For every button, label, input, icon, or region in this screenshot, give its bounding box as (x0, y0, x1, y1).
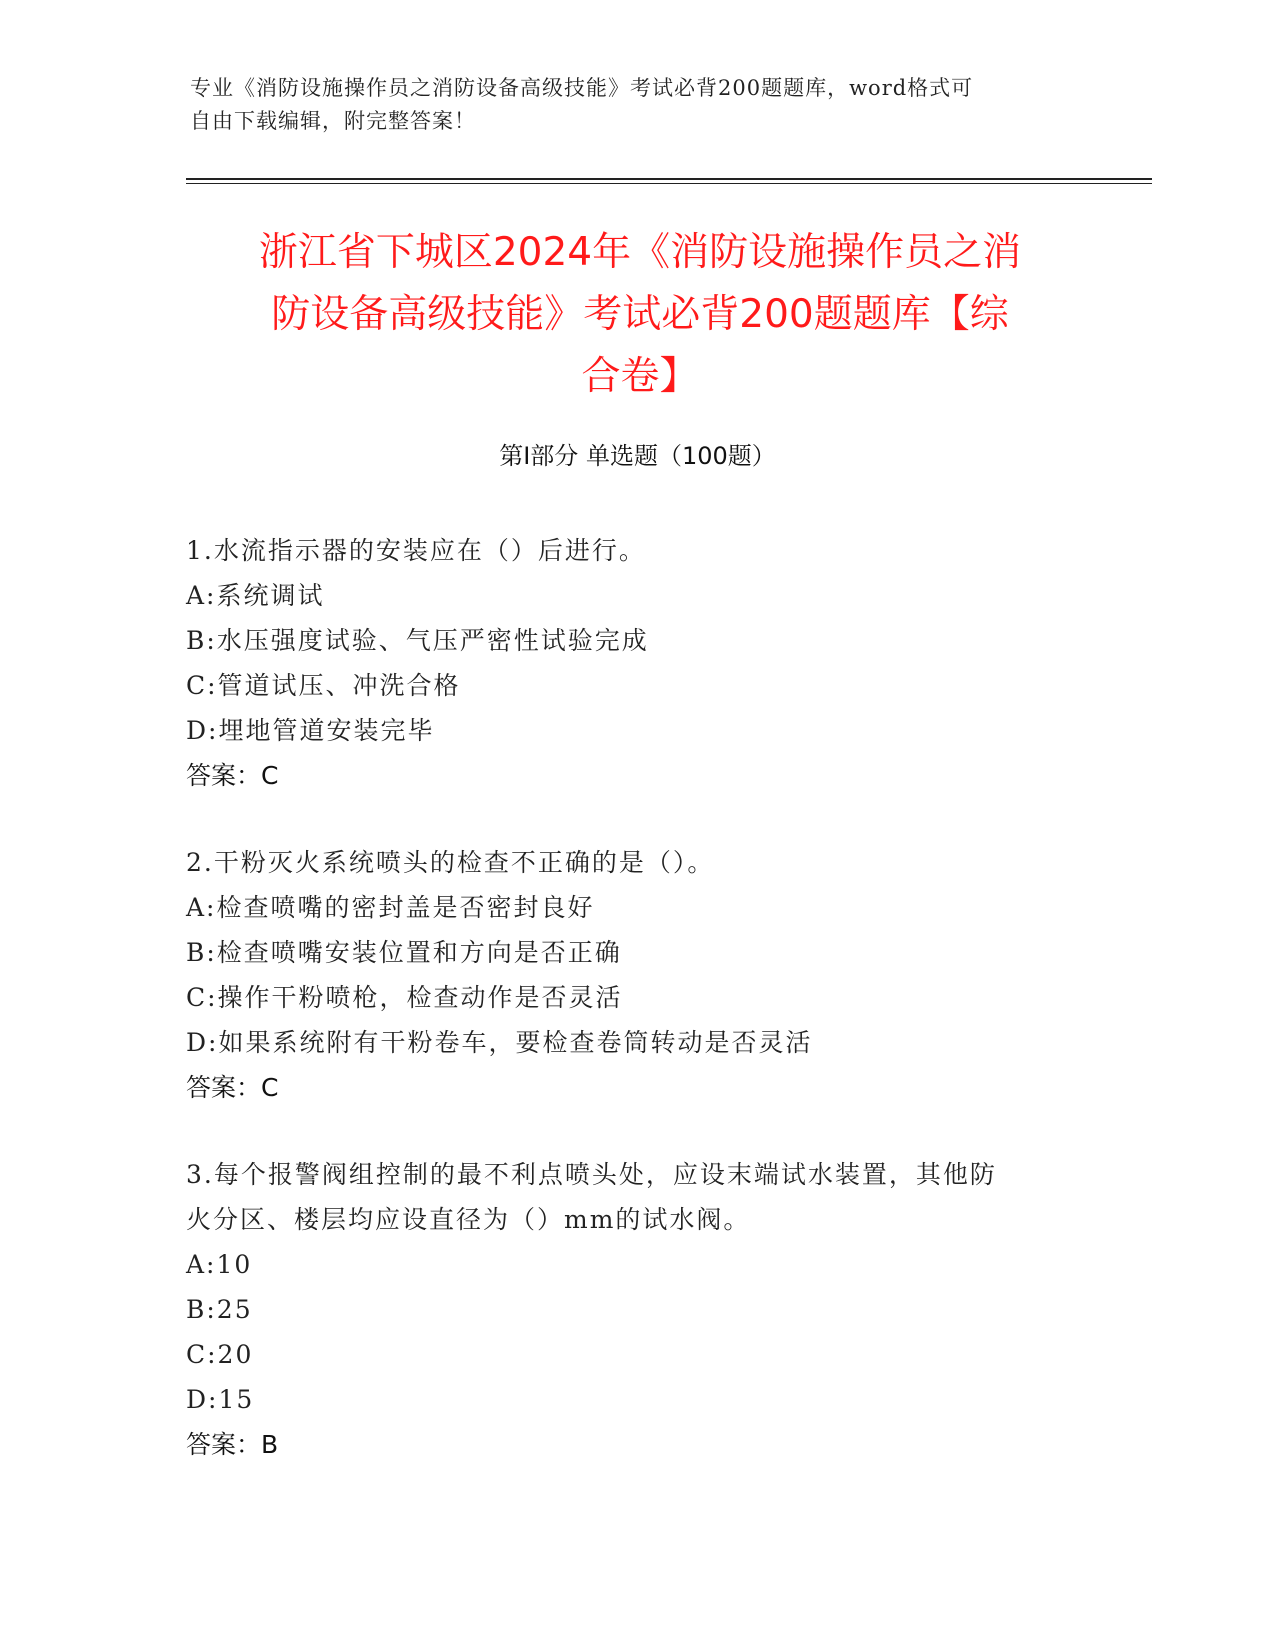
question-stem-line-2: 火分区、楼层均应设直径为（）mm的试水阀。 (186, 1205, 751, 1234)
option-b: B:水压强度试验、气压严密性试验完成 (186, 626, 649, 655)
option-d: D:埋地管道安装完毕 (186, 716, 435, 745)
option-b: B:检查喷嘴安装位置和方向是否正确 (186, 938, 622, 967)
question-3 (186, 1152, 1086, 1467)
question-2 (186, 840, 1086, 1110)
option-c: C:20 (186, 1340, 254, 1369)
question-1 (186, 528, 1086, 798)
header-divider-thick (186, 178, 1152, 180)
answer: 答案：C (186, 761, 279, 790)
title-line-1: 浙江省下城区2024年《消防设施操作员之消 (258, 230, 1022, 275)
option-a: A:检查喷嘴的密封盖是否密封良好 (186, 893, 595, 922)
header-divider-thin (186, 183, 1152, 184)
answer: 答案：C (186, 1073, 279, 1102)
option-a: A:10 (186, 1250, 253, 1279)
intro-line-2: 自由下载编辑，附完整答案！ (190, 109, 476, 133)
question-list (186, 528, 1086, 1509)
option-b: B:25 (186, 1295, 253, 1324)
intro-line-1: 专业《消防设施操作员之消防设备高级技能》考试必背200题题库，word格式可 (190, 76, 974, 100)
option-d: D:15 (186, 1385, 255, 1414)
option-c: C:操作干粉喷枪，检查动作是否灵活 (186, 983, 623, 1012)
option-d: D:如果系统附有干粉卷车，要检查卷筒转动是否灵活 (186, 1028, 813, 1057)
option-a: A:系统调试 (186, 581, 325, 610)
section-heading: 第I部分 单选题（100题） (499, 442, 776, 470)
question-stem: 2.干粉灭火系统喷头的检查不正确的是（）。 (186, 848, 715, 877)
answer: 答案：B (186, 1430, 279, 1459)
title-line-2: 防设备高级技能》考试必背200题题库【综 (271, 292, 1009, 337)
option-c: C:管道试压、冲洗合格 (186, 671, 461, 700)
question-stem-line-1: 3.每个报警阀组控制的最不利点喷头处，应设末端试水装置，其他防 (186, 1160, 997, 1189)
intro-text (190, 72, 1070, 138)
document-title (180, 222, 1100, 408)
question-stem: 1.水流指示器的安装应在（）后进行。 (186, 536, 646, 565)
title-line-3: 合卷】 (581, 354, 699, 399)
